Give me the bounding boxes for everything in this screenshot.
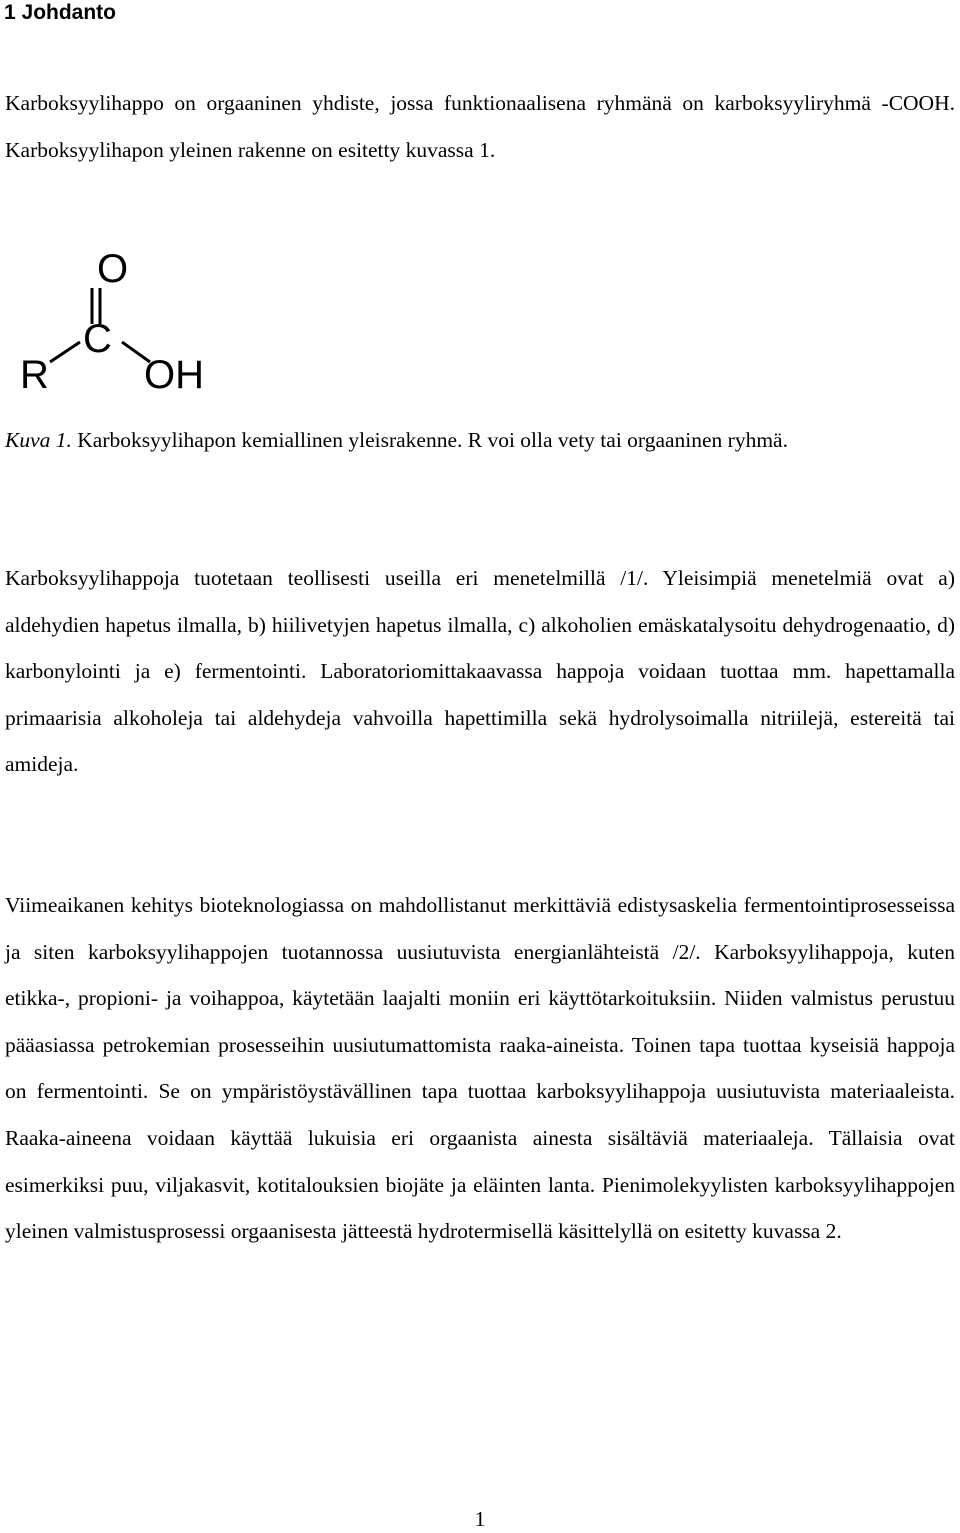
paragraph-intro: Karboksyylihappo on orgaaninen yhdiste, jossa funktionaalisena ryhmänä on karboksyyliryhmä -COOH. Karboksyylihapon yleinen rakenne on esitetty kuvassa 1.	[5, 91, 955, 162]
figure-caption-text: Karboksyylihapon kemiallinen yleisrakenne. R voi olla vety tai orgaaninen ryhmä.	[71, 428, 788, 452]
atom-carbon: C	[83, 317, 112, 361]
atom-oxygen-top: O	[97, 247, 129, 291]
atom-r-group: R	[20, 353, 49, 397]
paragraph-biotech: Viimeaikanen kehitys bioteknologiassa on mahdollistanut merkittäviä edistysaskelia fermentointiprosesseissa ja siten karboksyylihappojen tuotannossa uusiutuvista energianlähteistä /2/. Karboksyylihappoja, kuten etikka-, propioni- ja voihappoa, käytetään laajalti moniin eri käyttötarkoituksiin. Niiden valmistus perustuu pääasiassa petrokemian prosesseihin uusiutumattomista raaka-aineista. Toinen tapa tuottaa kyseisiä happoja on fermentointi. Se on ympäristöystävällinen tapa tuottaa karboksyylihappoja uusiutuvista materiaaleista. Raaka-aineena voidaan käyttää lukuisia eri orgaanista ainesta sisältäviä materiaaleja. Tällaisia ovat esimerkiksi puu, viljakasvit, kotitalouksien biojäte ja eläinten lanta. Pienimolekyylisten karboksyylihappojen yleinen valmistusprosessi orgaanisesta jätteestä hydrotermisellä käsittelyllä on esitetty kuvassa 2.	[5, 893, 955, 1244]
page-number: 1	[474, 1507, 486, 1531]
section-heading: 1 Johdanto	[4, 1, 117, 24]
figure-caption-label: Kuva 1.	[5, 428, 72, 452]
carboxylic-acid-structure-figure	[10, 240, 230, 400]
paragraph-production: Karboksyylihappoja tuotetaan teollisesti useilla eri menetelmillä /1/. Yleisimpiä menetelmiä ovat a) aldehydien hapetus ilmalla, b) hiilivetyjen hapetus ilmalla, c) alkoholien emäskatalysoitu dehydrogenaatio, d) karbonylointi ja e) fermentointi. Laboratoriomittakaavassa happoja voidaan tuottaa mm. hapettamalla primaarisia alkoholeja tai aldehydeja vahvoilla hapettimilla sekä hydrolysoimalla nitriilejä, estereitä tai amideja.	[5, 566, 955, 777]
figure-caption	[5, 417, 955, 464]
atom-hydroxyl: OH	[144, 353, 204, 397]
bond-r-c	[50, 342, 80, 362]
